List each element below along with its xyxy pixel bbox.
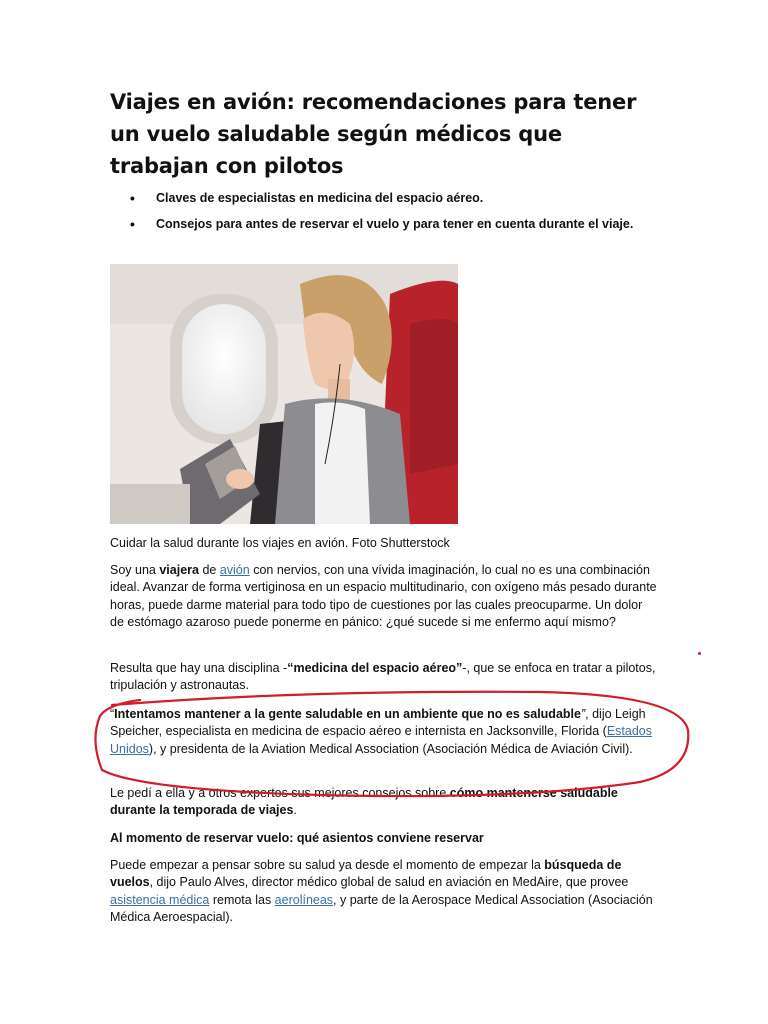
red-dot-mark [698,652,701,655]
bold-quote: Intentamos mantener a la gente saludable en un ambiente que no es saludable [114,707,581,721]
bullet-item: • Claves de especialistas en medicina del espacio aéreo. [110,190,640,207]
text: remota las [209,892,275,907]
article-photo [110,264,458,524]
text: , dijo Leigh Speicher, especialista en medicina de espacio aéreo e internista en Jacksonville, Florida ( [110,707,646,739]
text: . [293,803,297,818]
text: Soy una [110,563,160,577]
paragraph-2 [110,660,658,695]
article-title: Viajes en avión: recomendaciones para tener un vuelo saludable según médicos que trabajan con pilotos [110,90,637,178]
text: de [198,563,220,577]
text: ), y presidenta de la Aviation Medical Association (Asociación Médica de Aviación Civil). [148,741,633,756]
text: Le pedí a ella y a otros expertos sus mejores consejos sobre [110,786,450,800]
bold-text: cómo mantenerse saludable durante la temporada de viajes [110,786,618,818]
quote-close: ” [580,707,586,721]
photo-caption: Cuidar la salud durante los viajes en avión. Foto Shutterstock [110,536,450,550]
text: -, que se enfoca en tratar a pilotos, tripulación y astronautas. [110,661,656,693]
section-subheading: Al momento de reservar vuelo: qué asientos conviene reservar [110,831,484,845]
summary-bullets [110,190,640,242]
link-avion[interactable]: avión [219,563,250,577]
bullet-item: • Consejos para antes de reservar el vuelo y para tener en cuenta durante el viaje. [110,216,640,233]
paragraph-5 [110,857,658,927]
bold-text: viajera [159,563,199,577]
woman-reading-on-plane-image [110,264,458,524]
paragraph-3-quote [110,706,658,758]
link-aerolineas[interactable]: aerolíneas [274,892,334,907]
bold-text: búsqueda de vuelos [110,858,622,890]
text: , y parte de la Aerospace Medical Association (Asociación Médica Aeroespacial). [110,892,653,925]
paragraph-1 [110,562,658,632]
text: con nervios, con una vívida imaginación, lo cual no es una combinación ideal. Avanzar de forma vertiginosa en un espacio multitudinario, con oxígeno más pesado durante horas, puede darme material para todo tipo de cuestiones por las cuales preocuparme. Un dolor de estómago azaroso puede ponerme en pánico: ¿qué sucede si me enfermo aquí mismo? [110,563,657,630]
paragraph-4 [110,785,658,820]
text: Puede empezar a pensar sobre su salud ya desde el momento de empezar la [110,858,545,872]
quote-open: “ [110,707,115,721]
text: , dijo Paulo Alves, director médico global de salud en aviación en MedAire, que provee [149,875,629,890]
text: Resulta que hay una disciplina - [110,661,288,675]
bold-text: “medicina del espacio aéreo” [287,661,463,675]
link-asistencia-medica[interactable]: asistencia médica [110,892,210,907]
link-estados-unidos[interactable]: Estados Unidos [110,724,652,756]
